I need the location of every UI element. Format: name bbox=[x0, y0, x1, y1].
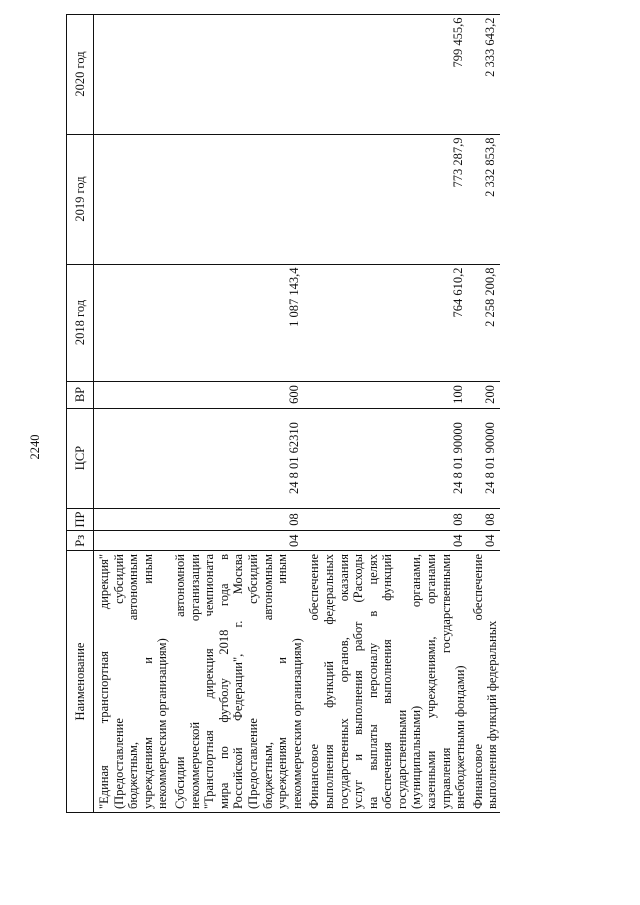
value-2020 bbox=[94, 14, 170, 134]
value-2019 bbox=[170, 134, 304, 264]
col-header-2020: 2020 год bbox=[67, 14, 94, 134]
row-name-line: учреждениям и иным bbox=[275, 554, 290, 809]
row-name-line: услуг и выполнения работ (Расходы bbox=[351, 554, 366, 809]
csr-cell: 24 8 01 90000 bbox=[304, 408, 468, 508]
rz-cell: 04 bbox=[170, 531, 304, 551]
page-number: 2240 bbox=[28, 434, 42, 460]
row-name-line: (Предоставление субсидий bbox=[245, 554, 260, 809]
row-name-line: некоммерческим организациям) bbox=[289, 638, 304, 809]
value-2019 bbox=[94, 134, 170, 264]
col-header-vr: ВР bbox=[67, 381, 94, 408]
row-name-line: некоммерческой организации bbox=[187, 554, 202, 809]
row-name-line: "Транспортная дирекция чемпионата bbox=[202, 554, 217, 809]
csr-cell: 24 8 01 62310 bbox=[170, 408, 304, 508]
vr-cell: 100 bbox=[304, 381, 468, 408]
row-name-line: внебюджетными фондами) bbox=[453, 665, 468, 809]
col-header-csr: ЦСР bbox=[67, 408, 94, 508]
row-name-line: (Предоставление субсидий bbox=[111, 554, 126, 809]
rz-cell bbox=[94, 531, 170, 551]
value-2020: 2 333 643,2 bbox=[468, 14, 500, 134]
header-row bbox=[67, 14, 94, 812]
pr-cell bbox=[94, 508, 170, 531]
row-name-line: Финансовое обеспечение bbox=[307, 554, 322, 809]
table-row bbox=[304, 14, 468, 812]
row-name-line: Субсидии автономной bbox=[172, 554, 187, 809]
value-2018 bbox=[94, 264, 170, 381]
col-header-2018: 2018 год bbox=[67, 264, 94, 381]
row-name-line: государственных органов, оказания bbox=[336, 554, 351, 809]
row-name-line: бюджетным, автономным bbox=[126, 554, 141, 809]
row-name-line: Финансовое обеспечение bbox=[470, 554, 485, 809]
table-body bbox=[94, 14, 501, 812]
vr-cell: 600 bbox=[170, 381, 304, 408]
row-name-line: на выплаты персоналу в целях bbox=[365, 554, 380, 809]
rz-cell: 04 bbox=[468, 531, 500, 551]
row-name bbox=[304, 551, 468, 813]
row-name-line: выполнения функций федеральных bbox=[485, 620, 500, 809]
rz-cell: 04 bbox=[304, 531, 468, 551]
row-name-line: бюджетным, автономным bbox=[260, 554, 275, 809]
row-name-line: обеспечения выполнения функций bbox=[380, 554, 395, 809]
row-name-line: учреждениям и иным bbox=[140, 554, 155, 809]
row-name bbox=[468, 551, 500, 813]
vr-cell bbox=[94, 381, 170, 408]
row-name-line: "Единая транспортная дирекция" bbox=[97, 554, 111, 809]
pr-cell: 08 bbox=[304, 508, 468, 531]
value-2018: 2 258 200,8 bbox=[468, 264, 500, 381]
pr-cell: 08 bbox=[170, 508, 304, 531]
table-row bbox=[94, 14, 170, 812]
row-name-line: казенными учреждениями, органами bbox=[424, 554, 439, 809]
csr-cell: 24 8 01 90000 bbox=[468, 408, 500, 508]
row-name-line: некоммерческим организациям) bbox=[155, 638, 170, 809]
row-name bbox=[170, 551, 304, 813]
row-name-line: государственными bbox=[394, 709, 409, 809]
budget-table bbox=[66, 14, 500, 813]
col-header-rz: Рз bbox=[67, 531, 94, 551]
value-2018: 764 610,2 bbox=[304, 264, 468, 381]
col-header-name: Наименование bbox=[67, 551, 94, 813]
row-name-line: управления государственными bbox=[438, 554, 453, 809]
table-row bbox=[170, 14, 304, 812]
row-name-line: выполнения функций федеральных bbox=[321, 554, 336, 809]
row-name bbox=[94, 551, 170, 813]
row-name-line: мира по футболу 2018 года в bbox=[216, 554, 231, 809]
pr-cell: 08 bbox=[468, 508, 500, 531]
value-2018: 1 087 143,4 bbox=[170, 264, 304, 381]
vr-cell: 200 bbox=[468, 381, 500, 408]
value-2020 bbox=[170, 14, 304, 134]
value-2019: 2 332 853,8 bbox=[468, 134, 500, 264]
row-name-line: (муниципальными) органами, bbox=[409, 554, 424, 809]
value-2019: 773 287,9 bbox=[304, 134, 468, 264]
csr-cell bbox=[94, 408, 170, 508]
row-name-line: Российской Федерации", г. Москва bbox=[231, 554, 246, 809]
col-header-pr: ПР bbox=[67, 508, 94, 531]
value-2020: 799 455,6 bbox=[304, 14, 468, 134]
table-row bbox=[468, 14, 500, 812]
col-header-2019: 2019 год bbox=[67, 134, 94, 264]
